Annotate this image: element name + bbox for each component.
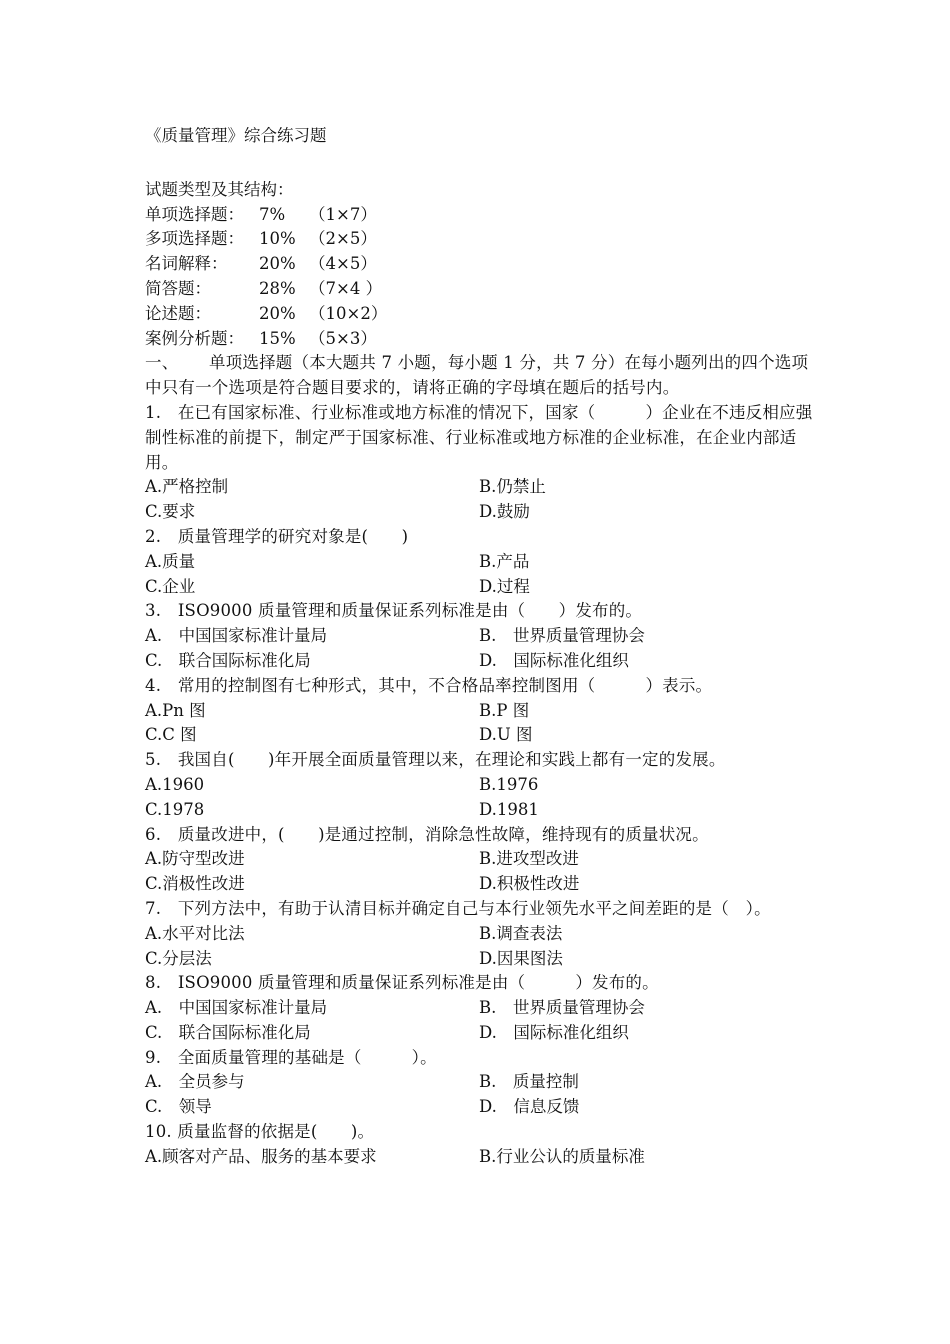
option-b: B.P 图: [479, 700, 530, 720]
document-page: [145, 124, 815, 1170]
options-row: [145, 500, 815, 525]
options-row: [145, 699, 815, 724]
options-row: [145, 1145, 815, 1170]
options-row: [145, 947, 815, 972]
question-text: 5. 我国自( )年开展全面质量管理以来，在理论和实践上都有一定的发展。: [145, 750, 726, 770]
options-row: [145, 872, 815, 897]
options-row: [145, 550, 815, 575]
option-b: B.仍禁止: [479, 477, 546, 497]
options-row: [145, 475, 815, 500]
option-b: B.产品: [479, 551, 530, 571]
option-d: D.因果图法: [479, 948, 563, 968]
question-text: 2. 质量管理学的研究对象是( ): [145, 526, 409, 546]
question-text: 8. ISO9000 质量管理和质量保证系列标准是由（ ）发布的。: [145, 973, 659, 993]
option-c: C.要求: [145, 502, 196, 522]
option-a: A.1960: [145, 774, 205, 794]
option-a: A.质量: [145, 551, 196, 571]
question-text: 10. 质量监督的依据是( )。: [145, 1122, 375, 1142]
structure-table: [145, 203, 815, 352]
option-a: A.水平对比法: [145, 923, 245, 943]
structure-row: 简答题： 28% （7×4 ）: [145, 278, 383, 298]
option-c: C.C 图: [145, 725, 197, 745]
option-b: B. 世界质量管理协会: [479, 998, 645, 1018]
structure-row: 论述题： 20% （10×2）: [145, 303, 388, 323]
option-a: A.顾客对产品、服务的基本要求: [145, 1146, 377, 1166]
question-text: 7. 下列方法中，有助于认清目标并确定自己与本行业领先水平之间差距的是（ ）。: [145, 898, 771, 918]
section-label: 一、: [145, 353, 179, 373]
option-b: B.进攻型改进: [479, 849, 579, 869]
options-row: [145, 575, 815, 600]
options-row: [145, 996, 815, 1021]
option-c: C.企业: [145, 576, 196, 596]
option-c: C. 领导: [145, 1097, 212, 1117]
option-d: D. 国际标准化组织: [479, 1022, 629, 1042]
option-c: C.消极性改进: [145, 874, 245, 894]
options-row: [145, 922, 815, 947]
option-d: D. 国际标准化组织: [479, 650, 629, 670]
option-a: A.防守型改进: [145, 849, 245, 869]
section-intro: [145, 351, 815, 401]
option-b: B. 世界质量管理协会: [479, 626, 645, 646]
options-row: [145, 773, 815, 798]
option-b: B.调查表法: [479, 923, 563, 943]
option-b: B. 质量控制: [479, 1072, 579, 1092]
options-row: [145, 1095, 815, 1120]
option-d: D.积极性改进: [479, 874, 580, 894]
structure-heading: 试题类型及其结构：: [145, 179, 294, 199]
question-text: 6. 质量改进中，( )是通过控制，消除急性故障，维持现有的质量状况。: [145, 824, 709, 844]
section-text: 单项选择题（本大题共 7 小题，每小题 1 分，共 7 分）在每小题列出的四个选项中只有一个选项是符合题目要求的，请将正确的字母填在题后的括号内。: [145, 353, 809, 398]
option-d: D. 信息反馈: [479, 1097, 580, 1117]
options-row: [145, 847, 815, 872]
option-a: A. 中国国家标准计量局: [145, 998, 328, 1018]
options-row: [145, 624, 815, 649]
option-d: D.过程: [479, 576, 530, 596]
option-c: C.1978: [145, 799, 205, 819]
option-c: C. 联合国际标准化局: [145, 1022, 311, 1042]
options-row: [145, 649, 815, 674]
option-c: C. 联合国际标准化局: [145, 650, 311, 670]
document-title: 《质量管理》综合练习题: [145, 126, 327, 145]
option-d: D.鼓励: [479, 502, 530, 522]
structure-row: 案例分析题： 15% （5×3）: [145, 328, 377, 348]
options-row: [145, 723, 815, 748]
structure-row: 名词解释： 20% （4×5）: [145, 254, 377, 274]
option-c: C.分层法: [145, 948, 212, 968]
structure-row: 多项选择题： 10% （2×5）: [145, 229, 377, 249]
question-text: 9. 全面质量管理的基础是（ ）。: [145, 1047, 437, 1067]
question-text: 1. 在已有国家标准、行业标准或地方标准的情况下，国家（ ）企业在不违反相应强制性标准的前提下，制定严于国家标准、行业标准或地方标准的企业标准，在企业内部适用。: [145, 402, 813, 472]
question-text: 3. ISO9000 质量管理和质量保证系列标准是由（ ）发布的。: [145, 601, 643, 621]
options-row: [145, 798, 815, 823]
option-a: A. 中国国家标准计量局: [145, 626, 328, 646]
option-d: D.1981: [479, 799, 539, 819]
option-a: A.严格控制: [145, 477, 229, 497]
option-d: D.U 图: [479, 725, 533, 745]
options-row: [145, 1070, 815, 1095]
option-b: B.1976: [479, 774, 539, 794]
structure-row: 单项选择题： 7% （1×7）: [145, 204, 377, 224]
options-row: [145, 1021, 815, 1046]
option-a: A. 全员参与: [145, 1072, 245, 1092]
question-text: 4. 常用的控制图有七种形式，其中，不合格品率控制图用（ ）表示。: [145, 675, 713, 695]
option-a: A.Pn 图: [145, 700, 206, 720]
option-b: B.行业公认的质量标准: [479, 1146, 645, 1166]
